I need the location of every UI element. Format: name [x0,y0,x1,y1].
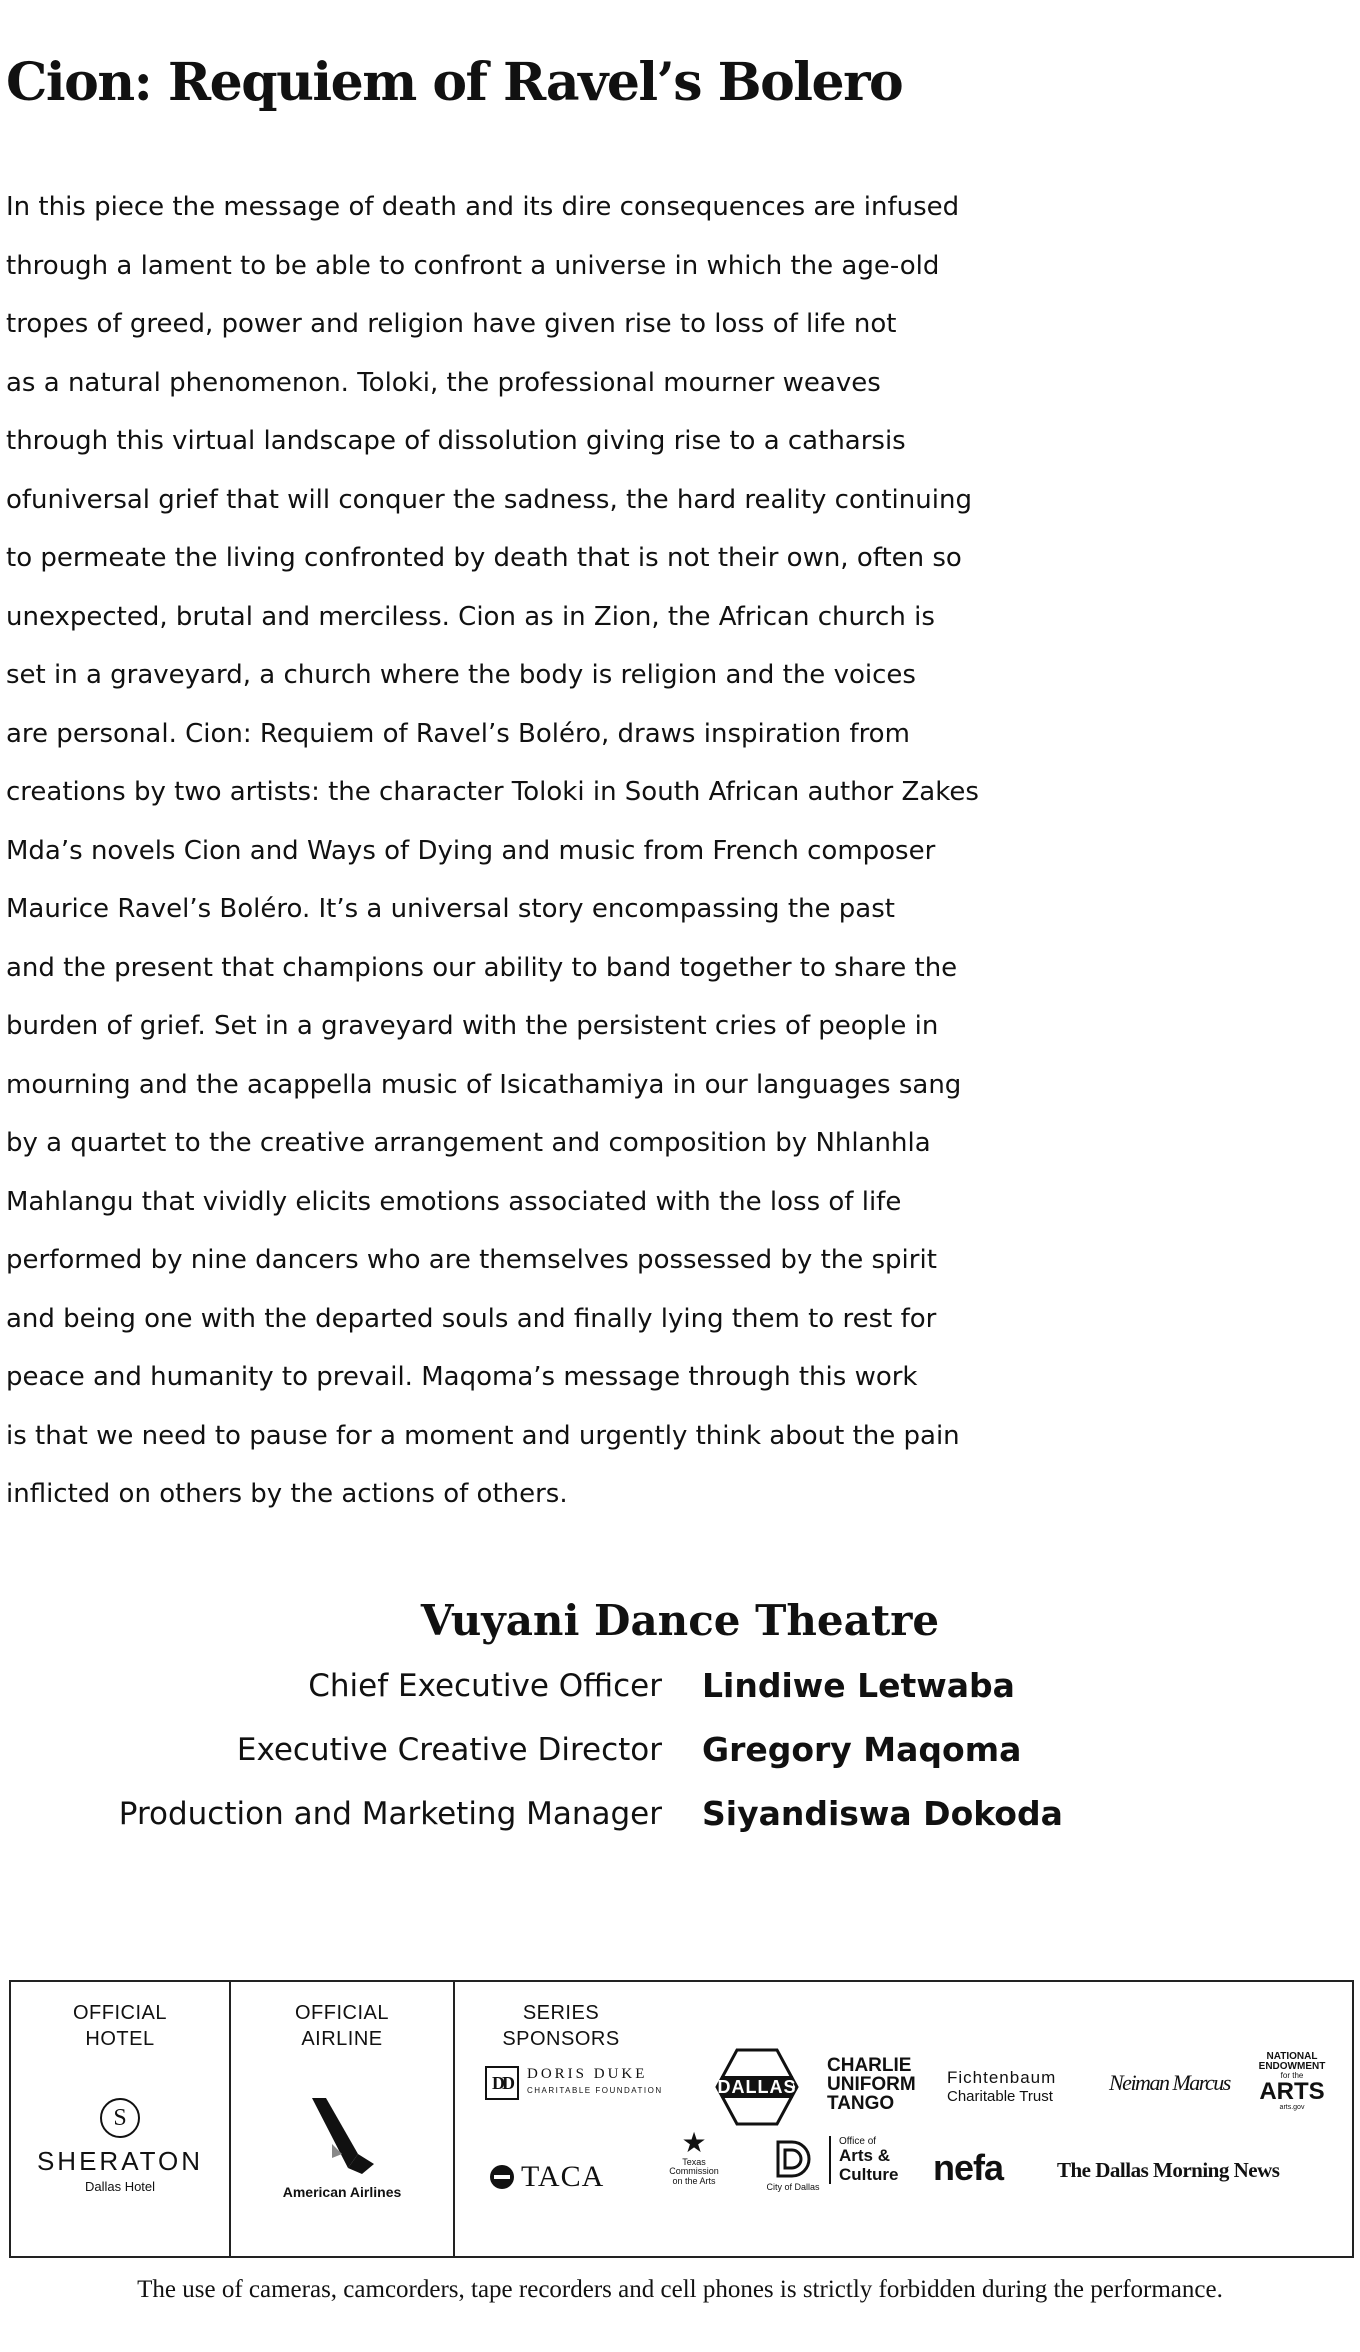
staff-role: Chief Executive Officer [308,1668,662,1704]
column-divider [453,1982,455,2256]
company-name: Vuyani Dance Theatre [420,1596,940,1645]
footer-note: The use of cameras, camcorders, tape recorders and cell phones is strictly forbidden during the performance. [137,2276,1223,2303]
body-line: burden of grief. Set in a graveyard with the persistent cries of people in [6,1011,939,1041]
body-line: tropes of greed, power and religion have given rise to loss of life not [6,309,897,339]
body-line: Maurice Ravel’s Boléro. It’s a universal story encompassing the past [6,894,895,924]
program-note [6,178,1354,1524]
body-line: are personal. Cion: Requiem of Ravel’s Boléro, draws inspiration from [6,718,910,749]
doris-duke-mark-icon: DD [485,2066,519,2100]
body-line: creations by two artists: the character Toloki in South African author Zakes [6,777,979,807]
fichtenbaum-logo: Fichtenbaum Charitable Trust [947,2068,1057,2105]
body-line: unexpected, brutal and merciless. Cion as in Zion, the African church is [6,601,935,632]
body-line: and the present that champions our ability to band together to share the [6,952,958,983]
body-line: Mahlangu that vividly elicits emotions associated with the loss of life [6,1186,902,1217]
body-line: through this virtual landscape of dissolution giving rise to a catharsis [6,426,906,456]
staff-name: Lindiwe Letwaba [702,1666,1015,1705]
staff-row [0,1720,1360,1780]
staff-role: Production and Marketing Manager [118,1796,662,1832]
nefa-logo: nefa [933,2147,1004,2188]
body-line: is that we need to pause for a moment and urgently think about the pain [6,1420,960,1451]
texas-commission-logo: ★ Texas Commission on the Arts [657,2128,731,2186]
body-line: through a lament to be able to confront a universe in which the age-old [6,250,940,281]
series-sponsors-label: SERIES SPONSORS [502,2002,620,2050]
staff-row [0,1784,1360,1844]
american-airlines-logo: American Airlines [231,2094,453,2200]
body-line: by a quartet to the creative arrangement and composition by Nhlanhla [6,1128,931,1158]
dallas-logo: DALLAS [711,2048,803,2126]
star-icon: ★ [681,2127,707,2158]
body-line: performed by nine dancers who are themselves possessed by the spirit [6,1245,937,1275]
office-of-arts-culture-logo: Office of Arts & Culture [829,2136,919,2184]
staff-row [0,1656,1360,1716]
american-airlines-eagle-icon [302,2094,382,2178]
neiman-marcus-logo: Neiman Marcus [1109,2070,1230,2095]
body-line: ofuniversal grief that will conquer the sadness, the hard reality continuing [6,484,972,515]
taca-emblem-icon [489,2164,515,2190]
city-of-dallas-logo: City of Dallas [761,2138,825,2192]
sponsor-panel [9,1980,1354,2258]
staff-name: Gregory Maqoma [702,1730,1022,1769]
charlie-uniform-tango-logo: CHARLIE UNIFORM TANGO [827,2055,916,2114]
dallas-morning-news-logo: The Dallas Morning News [1057,2158,1280,2182]
body-line: as a natural phenomenon. Toloki, the professional mourner weaves [6,367,881,398]
body-line: inflicted on others by the actions of others. [6,1479,568,1509]
sheraton-logo: S SHERATON Dallas Hotel [11,2098,229,2194]
staff-role: Executive Creative Director [236,1732,662,1768]
official-airline-label: OFFICIAL AIRLINE [294,2002,389,2050]
body-line: to permeate the living confronted by death that is not their own, often so [6,543,962,573]
taca-logo: TACA [489,2158,639,2198]
nea-logo: NATIONAL ENDOWMENT for the ARTS arts.gov [1258,2051,1326,2111]
staff-name: Siyandiswa Dokoda [702,1794,1063,1833]
page-title: Cion: Requiem of Ravel’s Bolero [6,52,903,113]
body-line: set in a graveyard, a church where the body is religion and the voices [6,660,916,690]
sheraton-emblem-icon: S [100,2098,140,2138]
body-line: mourning and the acappella music of Isicathamiya in our languages sang [6,1069,962,1100]
body-line: peace and humanity to prevail. Maqoma’s message through this work [6,1362,918,1392]
city-of-dallas-d-icon [772,2138,814,2180]
official-hotel-label: OFFICIAL HOTEL [72,2002,167,2050]
body-line: Mda’s novels Cion and Ways of Dying and music from French composer [6,835,936,866]
body-line: and being one with the departed souls and finally lying them to rest for [6,1303,937,1334]
doris-duke-logo: DD DORIS DUKE CHARITABLE FOUNDATION [485,2064,685,2108]
body-line: In this piece the message of death and its dire consequences are infused [6,192,960,222]
